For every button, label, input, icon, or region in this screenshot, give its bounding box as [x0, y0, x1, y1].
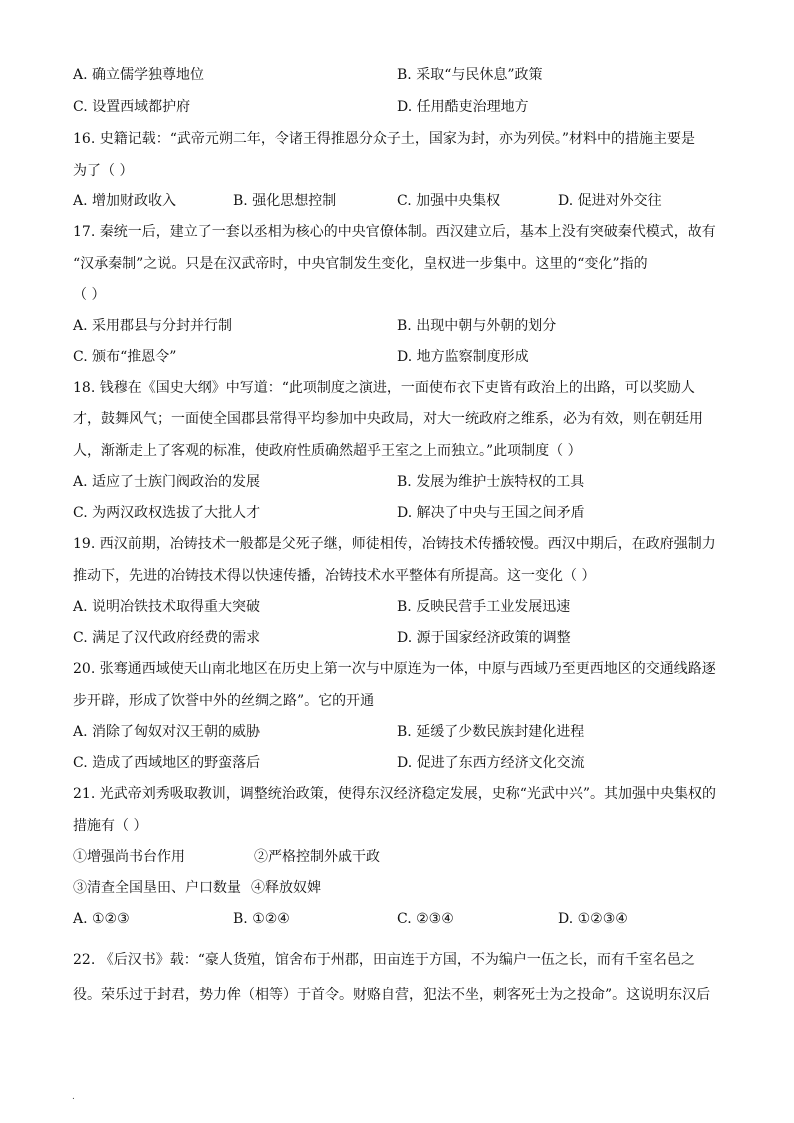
q16-option-c: C. 加强中央集权 — [397, 193, 501, 209]
q16-stem-line-2: 为了（ ） — [73, 163, 134, 179]
q17-stem-line-2: “汉承秦制”之说。只是在汉武帝时，中央官制发生变化，皇权进一步集中。这里的“变化”指的 — [73, 256, 648, 272]
q18-stem-line-2: 才，鼓舞风气；一面使全国郡县常得平均参加中央政局，对大一统政府之维系，必为有效，则在朝廷用 — [73, 411, 703, 427]
q17-stem-line-3: （ ） — [73, 287, 106, 303]
q15-option-d: D. 任用酷吏治理地方 — [397, 99, 529, 115]
q21-item-3: ③清查全国垦田、户口数量 — [73, 880, 241, 896]
q16-option-a: A. 增加财政收入 — [73, 193, 177, 209]
q19-option-d: D. 源于国家经济政策的调整 — [397, 630, 571, 646]
q19-option-a: A. 说明冶铁技术取得重大突破 — [73, 599, 261, 615]
q21-option-d: D. ①②③④ — [558, 911, 628, 927]
q21-stem-line-2: 措施有（ ） — [73, 818, 148, 834]
q19-option-c: C. 满足了汉代政府经费的需求 — [73, 630, 261, 646]
q18-stem-line-1: 18. 钱穆在《国史大纲》中写道：“此项制度之演进，一面使布衣下吏皆有政治上的出路，可以奖励人 — [73, 380, 695, 396]
q22-stem-line-1: 22. 《后汉书》载：“豪人货殖，馆舍布于州郡，田亩连于方国，不为编户一伍之长，而有千室名邑之 — [73, 952, 695, 968]
q21-stem-line-1: 21. 光武帝刘秀吸取教训，调整统治政策，使得东汉经济稳定发展，史称“光武中兴”。其加强中央集权的 — [73, 786, 717, 802]
q20-option-c: C. 造成了西域地区的野蛮落后 — [73, 755, 261, 771]
q18-option-b: B. 发展为维护士族特权的工具 — [397, 474, 585, 490]
q22-stem-line-2: 役。荣乐过于封君，势力侔（相等）于首令。财赂自营，犯法不坐，刺客死士为之投命”。这说明东汉后 — [73, 987, 711, 1003]
q20-stem-line-1: 20. 张骞通西域使天山南北地区在历史上第一次与中原连为一体，中原与西域乃至更西地区的交通线路逐 — [73, 661, 716, 677]
q16-option-d: D. 促进对外交往 — [558, 193, 662, 209]
q20-option-d: D. 促进了东西方经济文化交流 — [397, 755, 585, 771]
q16-stem-line-1: 16. 史籍记载：“武帝元朔二年，令诸王得推恩分众子土，国家为封，亦为列侯。”材料中的措施主要是 — [73, 131, 696, 147]
footer-mark: . — [72, 1092, 75, 1102]
q17-option-a: A. 采用郡县与分封并行制 — [73, 318, 233, 334]
q18-stem-line-3: 人，渐渐走上了客观的标准，使政府性质确然超乎王室之上而独立。”此项制度（ ） — [73, 443, 582, 459]
q18-option-a: A. 适应了士族门阀政治的发展 — [73, 474, 261, 490]
q20-option-a: A. 消除了匈奴对汉王朝的威胁 — [73, 724, 261, 740]
q21-option-b: B. ①②④ — [233, 911, 290, 927]
q18-option-c: C. 为两汉政权选拔了大批人才 — [73, 505, 261, 521]
q15-option-a: A. 确立儒学独尊地位 — [73, 67, 205, 83]
q20-option-b: B. 延缓了少数民族封建化进程 — [397, 724, 585, 740]
q17-option-d: D. 地方监察制度形成 — [397, 349, 529, 365]
q21-item-1: ①增强尚书台作用 — [73, 849, 185, 865]
q15-option-c: C. 设置西域都护府 — [73, 99, 191, 115]
q21-item-4: ④释放奴婢 — [251, 880, 321, 896]
q20-stem-line-2: 步开辟，形成了饮誉中外的丝绸之路”。它的开通 — [73, 693, 375, 709]
q19-stem-line-2: 推动下，先进的冶铸技术得以快速传播，冶铸技术水平整体有所提高。这一变化（ ） — [73, 568, 596, 584]
q21-item-2: ②严格控制外戚干政 — [254, 849, 380, 865]
q19-option-b: B. 反映民营手工业发展迅速 — [397, 599, 571, 615]
q21-option-a: A. ①②③ — [73, 911, 130, 927]
q18-option-d: D. 解决了中央与王国之间矛盾 — [397, 505, 585, 521]
q17-stem-line-1: 17. 秦统一后，建立了一套以丞相为核心的中央官僚体制。西汉建立后，基本上没有突破秦代模式，故有 — [73, 224, 716, 240]
q21-option-c: C. ②③④ — [397, 911, 454, 927]
q17-option-c: C. 颁布“推恩令” — [73, 349, 177, 365]
q15-option-b: B. 采取“与民休息”政策 — [397, 67, 543, 83]
q16-option-b: B. 强化思想控制 — [233, 193, 337, 209]
q17-option-b: B. 出现中朝与外朝的划分 — [397, 318, 557, 334]
q19-stem-line-1: 19. 西汉前期，冶铸技术一般都是父死子继，师徒相传，冶铸技术传播较慢。西汉中期后，在政府强制力 — [73, 536, 716, 552]
